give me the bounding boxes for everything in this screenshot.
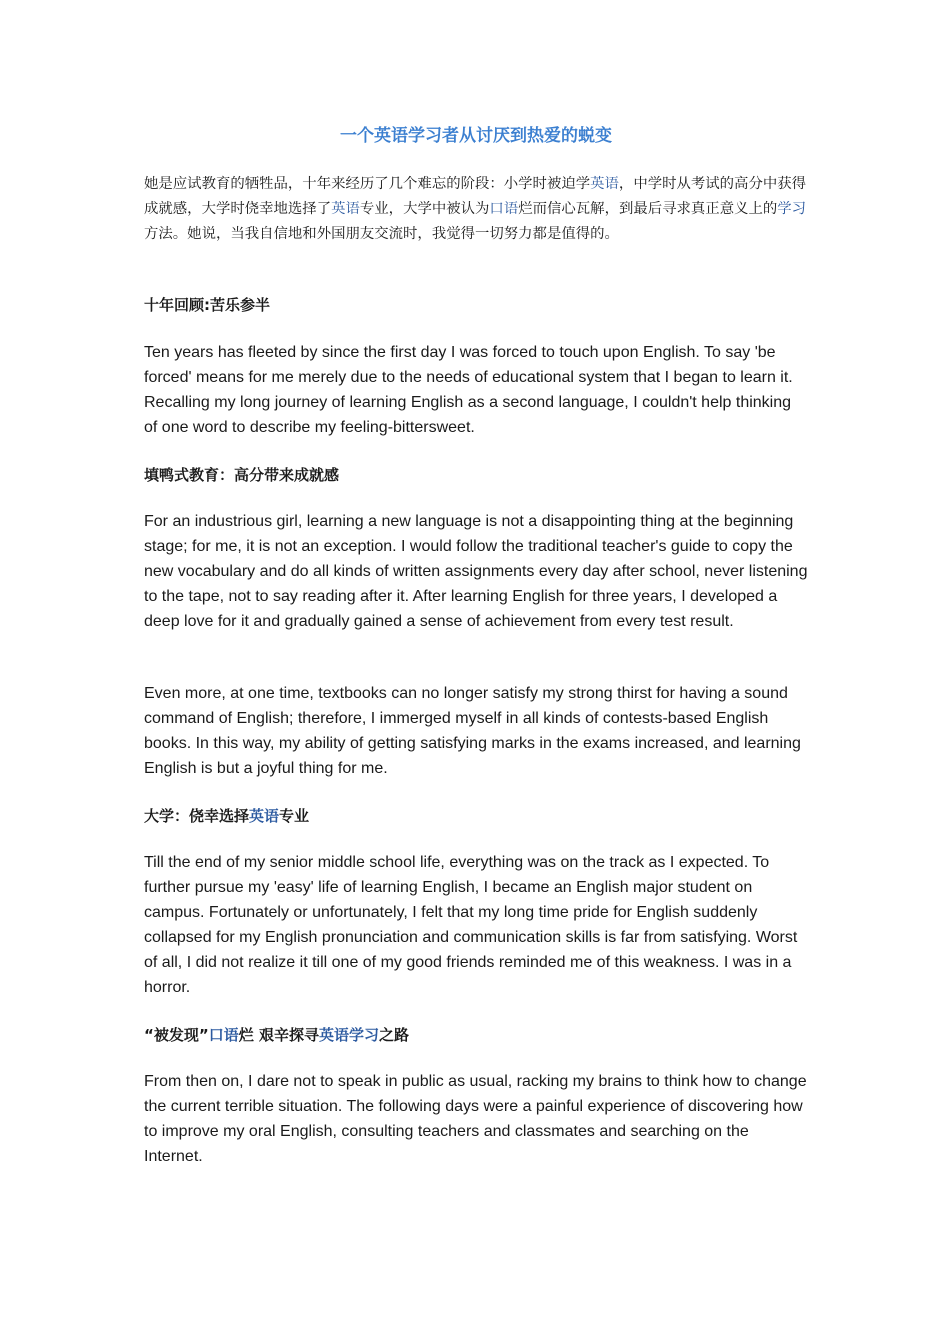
paragraph-5: From then on, I dare not to speak in public as usual, racking my brains to think how to change the current terrible situation. The following days were a painful experience of discovering how to improve my oral English, consulting teachers and classmates and searching on the Internet. [144, 1073, 807, 1165]
link-english-2[interactable]: 英语 [331, 201, 360, 217]
paragraph-3: Even more, at one time, textbooks can no longer satisfy my strong thirst for having a sound command of English; therefore, I immerged myself in all kinds of contests-based English books. In this way, my ability of getting satisfying marks in the exams increased, and learning English is but a joyful thing for me. [144, 685, 801, 777]
link-study[interactable]: 学习 [777, 201, 807, 217]
link-english-3[interactable]: 英语 [249, 807, 280, 825]
section-heading-1: 十年回顾:苦乐参半 [144, 296, 270, 314]
paragraph-2: For an industrious girl, learning a new language is not a disappointing thing at the beginning stage; for me, it is not an exception. I would follow the traditional teacher's guide to copy the new vocabulary and do all kinds of written assignments every day after school, never listening to the tape, not to say reading after it. After learning English for three years, I developed a deep love for it and gradually gained a sense of achievement from every test result. [144, 513, 808, 630]
intro-text-4: 烂而信心瓦解，到最后寻求真正意义上的 [518, 201, 778, 217]
intro-paragraph [144, 172, 808, 247]
paragraph-1: Ten years has fleeted by since the first day I was forced to touch upon English. To say 'be forced' means for me merely due to the needs of educational system that I began to learn it. Recalling my long journey of learning English as a second language, I couldn't help thinking of one word to describe my feeling-bittersweet. [144, 344, 793, 436]
section-heading-3 [144, 804, 808, 828]
link-english-1[interactable]: 英语 [590, 176, 619, 192]
heading-4-text-a: “被发现” [144, 1026, 209, 1044]
intro-text-1: 她是应试教育的牺牲品，十年来经历了几个难忘的阶段：小学时被迫学 [144, 176, 591, 192]
page-title: 一个英语学习者从讨厌到热爱的蜕变 [340, 126, 612, 146]
intro-text-5: 方法。她说，当我自信地和外国朋友交流时，我觉得一切努力都是值得的。 [144, 226, 619, 242]
section-heading-2: 填鸭式教育：高分带来成就感 [144, 466, 340, 484]
link-oral-2[interactable]: 口语 [208, 1026, 239, 1044]
heading-4-text-b: 烂 艰辛探寻 [238, 1026, 319, 1044]
intro-text-3: 专业，大学中被认为 [359, 201, 490, 217]
heading-3-text-a: 大学：侥幸选择 [144, 807, 250, 825]
paragraph-4: Till the end of my senior middle school life, everything was on the track as I expected. To further pursue my 'easy' life of learning English, I became an English major student on campus. Fortunately or unfortunately, I felt that my long time pride for English suddenly collapsed for my English pronunciation and communication skills is far from satisfying. Worst of all, I did not realize it till one of my good friends reminded me of this weakness. I was in a horror. [144, 854, 798, 996]
section-heading-4 [144, 1023, 808, 1047]
intro-text-2: ，中学时从考试的高分中获得成就感，大学时侥幸地选择了 [144, 176, 807, 217]
heading-4-text-c: 之路 [378, 1026, 409, 1044]
link-oral[interactable]: 口语 [489, 201, 519, 217]
heading-3-text-b: 专业 [279, 807, 310, 825]
link-english-study[interactable]: 英语学习 [318, 1026, 379, 1044]
